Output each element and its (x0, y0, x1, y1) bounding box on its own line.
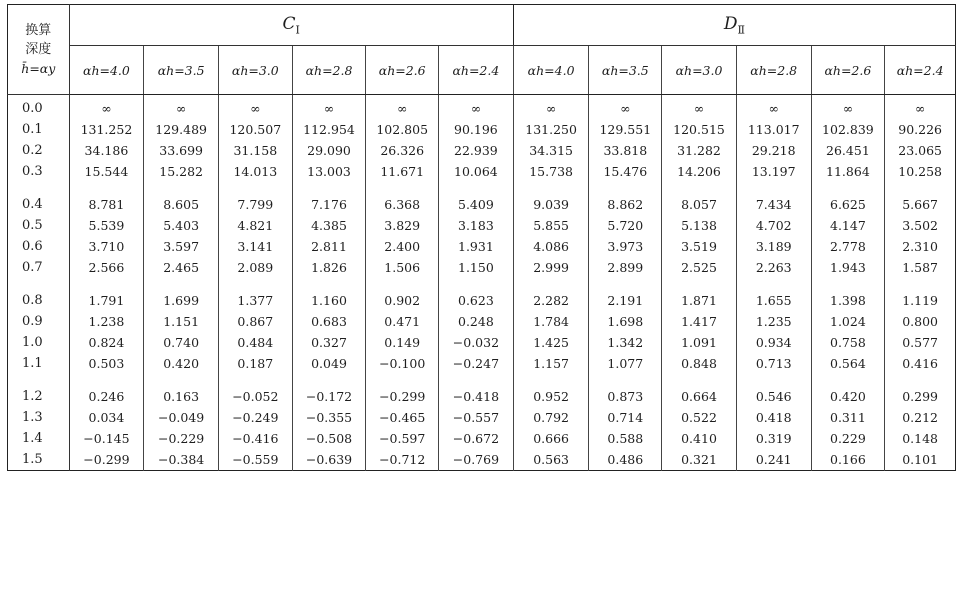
table-row (8, 140, 956, 161)
value-cell-d2-5: 23.065 (898, 143, 942, 158)
value-cell-c1-1: 3.597 (144, 236, 219, 257)
value-cell-d2-4: 26.451 (811, 140, 885, 161)
group-symbol-d: D (723, 13, 738, 34)
value-cell-c1-4: −0.712 (366, 449, 439, 471)
value-cell-d2-3: 0.319 (736, 428, 811, 449)
value-cell-c1-2: ∞ (218, 95, 292, 120)
value-cell-c1-3: 1.826 (292, 257, 366, 278)
value-cell-c1-2: 0.484 (218, 332, 292, 353)
value-cell-d2-5: ∞ (914, 101, 926, 116)
value-cell-c1-0: −0.299 (69, 449, 144, 471)
value-cell-d2-0: 0.952 (513, 386, 589, 407)
value-cell-c1-5: 5.409 (439, 194, 514, 215)
value-cell-d2-1: 5.720 (589, 215, 662, 236)
value-cell-d2-4: 0.311 (811, 407, 885, 428)
value-cell-d2-5: 3.502 (902, 218, 939, 233)
value-cell-c1-5: −0.672 (439, 428, 514, 449)
value-cell-d2-0: 1.784 (513, 311, 589, 332)
column-header-c1-1: αh=3.5 (144, 46, 219, 95)
value-cell-d2-4: 102.839 (811, 119, 885, 140)
value-cell-d2-1: 15.476 (589, 161, 662, 182)
group-title-c1 (69, 5, 513, 46)
value-cell-d2-2: 0.848 (662, 353, 737, 374)
value-cell-d2-2: 31.282 (662, 140, 737, 161)
value-cell-c1-2: −0.249 (218, 407, 292, 428)
value-cell-c1-4: −0.465 (366, 407, 439, 428)
value-cell-d2-2: 3.519 (662, 236, 737, 257)
value-cell-c1-5: 1.150 (439, 257, 514, 278)
value-cell-c1-1: −0.049 (144, 407, 219, 428)
value-cell-c1-5: −0.418 (439, 386, 514, 407)
depth-cell: 0.9 (8, 311, 70, 332)
value-cell-d2-5: 0.577 (902, 335, 939, 350)
value-cell-c1-4: 0.902 (366, 290, 439, 311)
value-cell-d2-5: 0.416 (902, 356, 939, 371)
group-subscript-c: Ⅰ (295, 23, 300, 37)
value-cell-c1-3: 4.385 (292, 215, 366, 236)
value-cell-c1-0: 8.781 (69, 194, 144, 215)
value-cell-c1-3: 13.003 (292, 161, 366, 182)
value-cell-c1-5: −0.032 (439, 332, 514, 353)
value-cell-d2-2: 120.515 (662, 119, 737, 140)
table-row (8, 428, 956, 449)
value-cell-c1-1: −0.229 (144, 428, 219, 449)
table-row (8, 161, 956, 182)
value-cell-c1-4: 3.829 (366, 215, 439, 236)
value-cell-c1-1: 5.403 (144, 215, 219, 236)
value-cell-d2-2: 2.525 (662, 257, 737, 278)
value-cell-d2-5: 2.310 (902, 239, 939, 254)
value-cell-c1-0: 0.246 (69, 386, 144, 407)
depth-header-line2: 深度 (25, 42, 52, 57)
column-header-row (8, 46, 956, 95)
value-cell-c1-5: ∞ (439, 95, 514, 120)
value-cell-d2-4: 6.625 (811, 194, 885, 215)
group-subscript-d: Ⅱ (737, 23, 745, 37)
group-symbol-c: C (282, 13, 296, 34)
value-cell-c1-5: −0.769 (439, 449, 514, 471)
value-cell-d2-3: 0.418 (736, 407, 811, 428)
table-row (8, 353, 956, 374)
value-cell-c1-5: 22.939 (439, 140, 514, 161)
value-cell-c1-1: 129.489 (144, 119, 219, 140)
value-cell-d2-5: 1.587 (902, 260, 939, 275)
value-cell-d2-3: 0.934 (736, 332, 811, 353)
value-cell-d2-3: 0.713 (736, 353, 811, 374)
value-cell-d2-4: ∞ (811, 95, 885, 120)
value-cell-d2-0: 4.086 (513, 236, 589, 257)
value-cell-d2-2: 1.091 (662, 332, 737, 353)
value-cell-c1-5: 1.931 (439, 236, 514, 257)
value-cell-d2-3: 1.655 (736, 290, 811, 311)
value-cell-c1-4: 26.326 (366, 140, 439, 161)
value-cell-c1-4: −0.299 (366, 386, 439, 407)
value-cell-c1-2: −0.559 (218, 449, 292, 471)
group-header-row (8, 5, 956, 46)
value-cell-d2-3: 13.197 (736, 161, 811, 182)
value-cell-c1-3: 7.176 (292, 194, 366, 215)
table-row (8, 236, 956, 257)
value-cell-d2-4: 0.166 (811, 449, 885, 471)
value-cell-d2-3: 3.189 (736, 236, 811, 257)
table-row (8, 257, 956, 278)
value-cell-c1-0: 1.791 (69, 290, 144, 311)
value-cell-c1-3: ∞ (292, 95, 366, 120)
value-cell-c1-2: 3.141 (218, 236, 292, 257)
value-cell-d2-5: 1.119 (902, 293, 939, 308)
value-cell-c1-4: 0.471 (366, 311, 439, 332)
column-header-c1-3: αh=2.8 (292, 46, 366, 95)
value-cell-d2-1: 2.191 (589, 290, 662, 311)
value-cell-c1-0: 34.186 (69, 140, 144, 161)
value-cell-d2-4: 4.147 (811, 215, 885, 236)
value-cell-d2-1: 0.714 (589, 407, 662, 428)
value-cell-c1-0: 0.034 (69, 407, 144, 428)
value-cell-d2-4: 0.758 (811, 332, 885, 353)
coefficient-table-page (7, 4, 956, 589)
value-cell-c1-0: −0.145 (69, 428, 144, 449)
value-cell-c1-2: 0.187 (218, 353, 292, 374)
value-cell-c1-2: 2.089 (218, 257, 292, 278)
value-cell-d2-1: 8.862 (589, 194, 662, 215)
value-cell-d2-5: 10.258 (898, 164, 942, 179)
depth-cell: 1.0 (8, 332, 70, 353)
row-spacer (8, 278, 956, 290)
value-cell-d2-0: 1.425 (513, 332, 589, 353)
value-cell-d2-5: 0.212 (902, 410, 939, 425)
column-header-d2-2: αh=3.0 (662, 46, 737, 95)
value-cell-c1-3: 1.160 (292, 290, 366, 311)
value-cell-c1-1: 1.151 (144, 311, 219, 332)
table-body (8, 95, 956, 471)
depth-cell: 0.3 (8, 161, 70, 182)
depth-cell: 0.7 (8, 257, 70, 278)
value-cell-c1-1: 33.699 (144, 140, 219, 161)
value-cell-c1-0: 1.238 (69, 311, 144, 332)
value-cell-d2-3: 113.017 (736, 119, 811, 140)
value-cell-d2-2: 0.522 (662, 407, 737, 428)
value-cell-d2-5: 0.148 (902, 431, 939, 446)
value-cell-d2-1: ∞ (589, 95, 662, 120)
value-cell-d2-2: 8.057 (662, 194, 737, 215)
value-cell-d2-4: 0.420 (811, 386, 885, 407)
value-cell-d2-1: 0.486 (589, 449, 662, 471)
column-header-d2-1: αh=3.5 (589, 46, 662, 95)
value-cell-d2-0: 2.999 (513, 257, 589, 278)
value-cell-d2-0: ∞ (513, 95, 589, 120)
value-cell-c1-4: 6.368 (366, 194, 439, 215)
value-cell-c1-2: −0.416 (218, 428, 292, 449)
depth-cell: 1.2 (8, 386, 70, 407)
value-cell-c1-1: ∞ (144, 95, 219, 120)
value-cell-d2-2: 14.206 (662, 161, 737, 182)
value-cell-c1-4: 11.671 (366, 161, 439, 182)
value-cell-c1-0: ∞ (69, 95, 144, 120)
value-cell-d2-0: 0.792 (513, 407, 589, 428)
value-cell-c1-1: 0.163 (144, 386, 219, 407)
value-cell-c1-0: 131.252 (69, 119, 144, 140)
value-cell-d2-2: 0.664 (662, 386, 737, 407)
table-row (8, 95, 956, 120)
value-cell-d2-3: 29.218 (736, 140, 811, 161)
value-cell-d2-0: 5.855 (513, 215, 589, 236)
value-cell-d2-2: 1.417 (662, 311, 737, 332)
value-cell-d2-0: 1.157 (513, 353, 589, 374)
depth-header-line3: h̄=αy (21, 61, 56, 76)
depth-cell: 1.4 (8, 428, 70, 449)
value-cell-c1-5: 0.248 (439, 311, 514, 332)
value-cell-d2-3: ∞ (736, 95, 811, 120)
table-row (8, 215, 956, 236)
value-cell-c1-5: 0.623 (439, 290, 514, 311)
value-cell-c1-3: 29.090 (292, 140, 366, 161)
depth-cell: 0.8 (8, 290, 70, 311)
value-cell-d2-4: 0.229 (811, 428, 885, 449)
value-cell-d2-1: 1.342 (589, 332, 662, 353)
value-cell-c1-4: 102.805 (366, 119, 439, 140)
value-cell-d2-0: 0.563 (513, 449, 589, 471)
value-cell-d2-0: 15.738 (513, 161, 589, 182)
value-cell-c1-3: −0.508 (292, 428, 366, 449)
value-cell-d2-1: 1.077 (589, 353, 662, 374)
value-cell-d2-2: 0.410 (662, 428, 737, 449)
value-cell-c1-2: 14.013 (218, 161, 292, 182)
value-cell-c1-3: −0.172 (292, 386, 366, 407)
value-cell-c1-0: 2.566 (69, 257, 144, 278)
value-cell-d2-3: 7.434 (736, 194, 811, 215)
value-cell-d2-4: 0.564 (811, 353, 885, 374)
value-cell-c1-1: 0.740 (144, 332, 219, 353)
column-header-c1-5: αh=2.4 (439, 46, 514, 95)
column-header-d2-4: αh=2.6 (811, 46, 885, 95)
value-cell-c1-4: −0.597 (366, 428, 439, 449)
value-cell-d2-1: 129.551 (589, 119, 662, 140)
value-cell-d2-2: 5.138 (662, 215, 737, 236)
value-cell-d2-5: 0.299 (902, 389, 939, 404)
value-cell-c1-5: 10.064 (439, 161, 514, 182)
value-cell-c1-2: 7.799 (218, 194, 292, 215)
depth-cell: 0.1 (8, 119, 70, 140)
value-cell-c1-5: 3.183 (439, 215, 514, 236)
value-cell-d2-1: 2.899 (589, 257, 662, 278)
table-row (8, 119, 956, 140)
value-cell-d2-3: 1.235 (736, 311, 811, 332)
value-cell-d2-3: 2.263 (736, 257, 811, 278)
value-cell-d2-2: 1.871 (662, 290, 737, 311)
value-cell-c1-5: 90.196 (439, 119, 514, 140)
value-cell-c1-5: −0.557 (439, 407, 514, 428)
depth-cell: 1.3 (8, 407, 70, 428)
value-cell-c1-4: ∞ (366, 95, 439, 120)
value-cell-d2-4: 1.398 (811, 290, 885, 311)
value-cell-d2-5: 5.667 (902, 197, 939, 212)
depth-cell: 0.4 (8, 194, 70, 215)
value-cell-d2-0: 0.666 (513, 428, 589, 449)
column-header-d2-0: αh=4.0 (513, 46, 589, 95)
row-spacer (8, 374, 956, 386)
value-cell-c1-0: 0.503 (69, 353, 144, 374)
value-cell-d2-4: 2.778 (811, 236, 885, 257)
value-cell-c1-0: 5.539 (69, 215, 144, 236)
value-cell-c1-4: 2.400 (366, 236, 439, 257)
depth-cell: 0.6 (8, 236, 70, 257)
value-cell-c1-4: 1.506 (366, 257, 439, 278)
value-cell-c1-2: 4.821 (218, 215, 292, 236)
value-cell-d2-0: 131.250 (513, 119, 589, 140)
table-row (8, 332, 956, 353)
column-header-d2-5: αh=2.4 (885, 46, 956, 95)
value-cell-c1-3: −0.639 (292, 449, 366, 471)
value-cell-c1-3: 0.049 (292, 353, 366, 374)
value-cell-c1-5: −0.247 (439, 353, 514, 374)
value-cell-d2-1: 3.973 (589, 236, 662, 257)
value-cell-c1-0: 15.544 (69, 161, 144, 182)
value-cell-c1-3: −0.355 (292, 407, 366, 428)
value-cell-c1-1: 0.420 (144, 353, 219, 374)
value-cell-c1-2: 120.507 (218, 119, 292, 140)
value-cell-c1-3: 0.327 (292, 332, 366, 353)
value-cell-d2-3: 0.546 (736, 386, 811, 407)
depth-cell: 1.1 (8, 353, 70, 374)
table-row (8, 386, 956, 407)
value-cell-d2-1: 1.698 (589, 311, 662, 332)
depth-cell: 0.5 (8, 215, 70, 236)
column-header-c1-0: αh=4.0 (69, 46, 144, 95)
depth-cell: 0.2 (8, 140, 70, 161)
depth-header-line1: 换算 (25, 23, 52, 38)
value-cell-c1-2: 0.867 (218, 311, 292, 332)
depth-cell: 1.5 (8, 449, 70, 471)
table-row (8, 311, 956, 332)
value-cell-c1-3: 112.954 (292, 119, 366, 140)
value-cell-d2-1: 0.873 (589, 386, 662, 407)
value-cell-c1-1: −0.384 (144, 449, 219, 471)
value-cell-c1-1: 1.699 (144, 290, 219, 311)
value-cell-c1-4: 0.149 (366, 332, 439, 353)
value-cell-c1-1: 2.465 (144, 257, 219, 278)
value-cell-d2-0: 2.282 (513, 290, 589, 311)
column-header-d2-3: αh=2.8 (736, 46, 811, 95)
value-cell-c1-0: 0.824 (69, 332, 144, 353)
value-cell-d2-1: 0.588 (589, 428, 662, 449)
value-cell-c1-2: 1.377 (218, 290, 292, 311)
table-row (8, 194, 956, 215)
value-cell-c1-0: 3.710 (69, 236, 144, 257)
table-row (8, 407, 956, 428)
value-cell-d2-4: 11.864 (811, 161, 885, 182)
depth-header (8, 5, 70, 95)
value-cell-c1-1: 8.605 (144, 194, 219, 215)
value-cell-d2-0: 9.039 (513, 194, 589, 215)
coefficient-table (7, 4, 956, 471)
value-cell-d2-5: 90.226 (898, 122, 942, 137)
value-cell-c1-3: 0.683 (292, 311, 366, 332)
value-cell-c1-1: 15.282 (144, 161, 219, 182)
depth-cell: 0.0 (8, 95, 70, 120)
column-header-c1-4: αh=2.6 (366, 46, 439, 95)
value-cell-d2-2: 0.321 (662, 449, 737, 471)
value-cell-d2-4: 1.943 (811, 257, 885, 278)
table-row (8, 290, 956, 311)
value-cell-c1-4: −0.100 (366, 353, 439, 374)
value-cell-c1-2: −0.052 (218, 386, 292, 407)
table-row (8, 449, 956, 471)
value-cell-d2-5: 0.101 (902, 452, 939, 467)
value-cell-d2-0: 34.315 (513, 140, 589, 161)
value-cell-d2-4: 1.024 (811, 311, 885, 332)
value-cell-d2-1: 33.818 (589, 140, 662, 161)
value-cell-d2-2: ∞ (662, 95, 737, 120)
value-cell-d2-3: 4.702 (736, 215, 811, 236)
value-cell-d2-3: 0.241 (736, 449, 811, 471)
row-spacer (8, 182, 956, 194)
group-title-d2 (513, 5, 955, 46)
column-header-c1-2: αh=3.0 (218, 46, 292, 95)
value-cell-c1-2: 31.158 (218, 140, 292, 161)
value-cell-c1-3: 2.811 (292, 236, 366, 257)
value-cell-d2-5: 0.800 (902, 314, 939, 329)
